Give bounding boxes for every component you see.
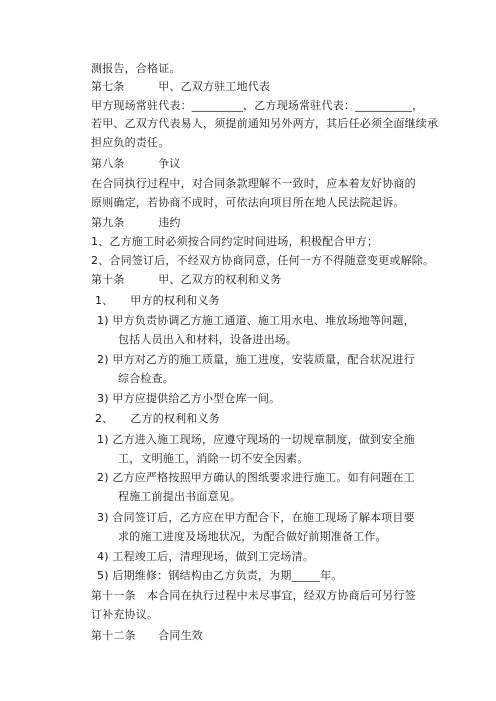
subsection-heading: 1、 甲方的权利和义务 — [95, 294, 220, 307]
list-item-continued: 综合检查。 — [118, 372, 174, 385]
section-heading: 第八条 争议 — [91, 157, 181, 170]
text-line: 2、合同签订后，不经双方协商同意，任何一方不得随意变更或解除。 — [91, 254, 435, 267]
list-item-continued: 求的施工进度及场地状况，为配合做好前期准备工作。 — [118, 530, 387, 543]
list-item-continued: 工，文明施工，消除一切不安全因素。 — [118, 452, 309, 465]
list-item: 4) 工程竣工后，清理现场，做到工完场清。 — [97, 550, 314, 563]
section-heading: 第十二条 合同生效 — [91, 629, 203, 642]
section-heading: 第七条 甲、乙双方驻工地代表 — [91, 80, 271, 93]
list-item-continued: 程施工前提出书面意见。 — [118, 490, 242, 503]
list-item: 1) 甲方负责协调乙方施工通道、施工用水电、堆放场地等问题， — [97, 314, 415, 327]
text-line: 在合同执行过程中，对合同条款理解不一致时，应本着友好协商的 — [91, 177, 416, 190]
list-item: 3) 甲方应提供给乙方小型仓库一间。 — [97, 392, 281, 405]
text-line: 测报告，合格证。 — [91, 62, 181, 75]
section-heading: 第十一条 本合同在执行过程中未尽事宜，经双方协商后可另行签 — [91, 589, 416, 602]
list-item: 3) 合同签订后，乙方应在甲方配合下，在施工现场了解本项目要 — [97, 511, 415, 524]
text-line: 1、乙方施工时必须按合同约定时间进场，积极配合甲方； — [91, 235, 379, 248]
text-line: 甲方现场常驻代表：_________，乙方现场常驻代表：__________， — [91, 99, 424, 112]
text-line: 原则确定，若协商不成时，可依法向项目所在地人民法院起诉。 — [91, 196, 405, 209]
list-item: 2) 甲方对乙方的施工质量，施工进度，安装质量，配合状况进行 — [97, 353, 415, 366]
section-heading: 第十条 甲、乙双方的权利和义务 — [91, 273, 282, 286]
text-line: 担应负的责任。 — [91, 136, 170, 149]
section-heading: 第九条 违约 — [91, 216, 181, 229]
list-item-continued: 包括人员出入和材料，设备进出场。 — [118, 333, 298, 346]
list-item: 2) 乙方应严格按照甲方确认的图纸要求进行施工。如有问题在工 — [97, 471, 415, 484]
text-line: 订补充协议。 — [91, 608, 159, 621]
list-item: 1) 乙方进入施工现场，应遵守现场的一切规章制度，做到安全施 — [97, 433, 415, 446]
text-line: 若甲、乙双方代表易人，须提前通知另外两方，其后任必须全面继续承 — [91, 117, 439, 130]
list-item: 5) 后期维修：钢结构由乙方负责，为期_____年。 — [97, 569, 343, 582]
subsection-heading: 2、 乙方的权利和义务 — [95, 412, 220, 425]
